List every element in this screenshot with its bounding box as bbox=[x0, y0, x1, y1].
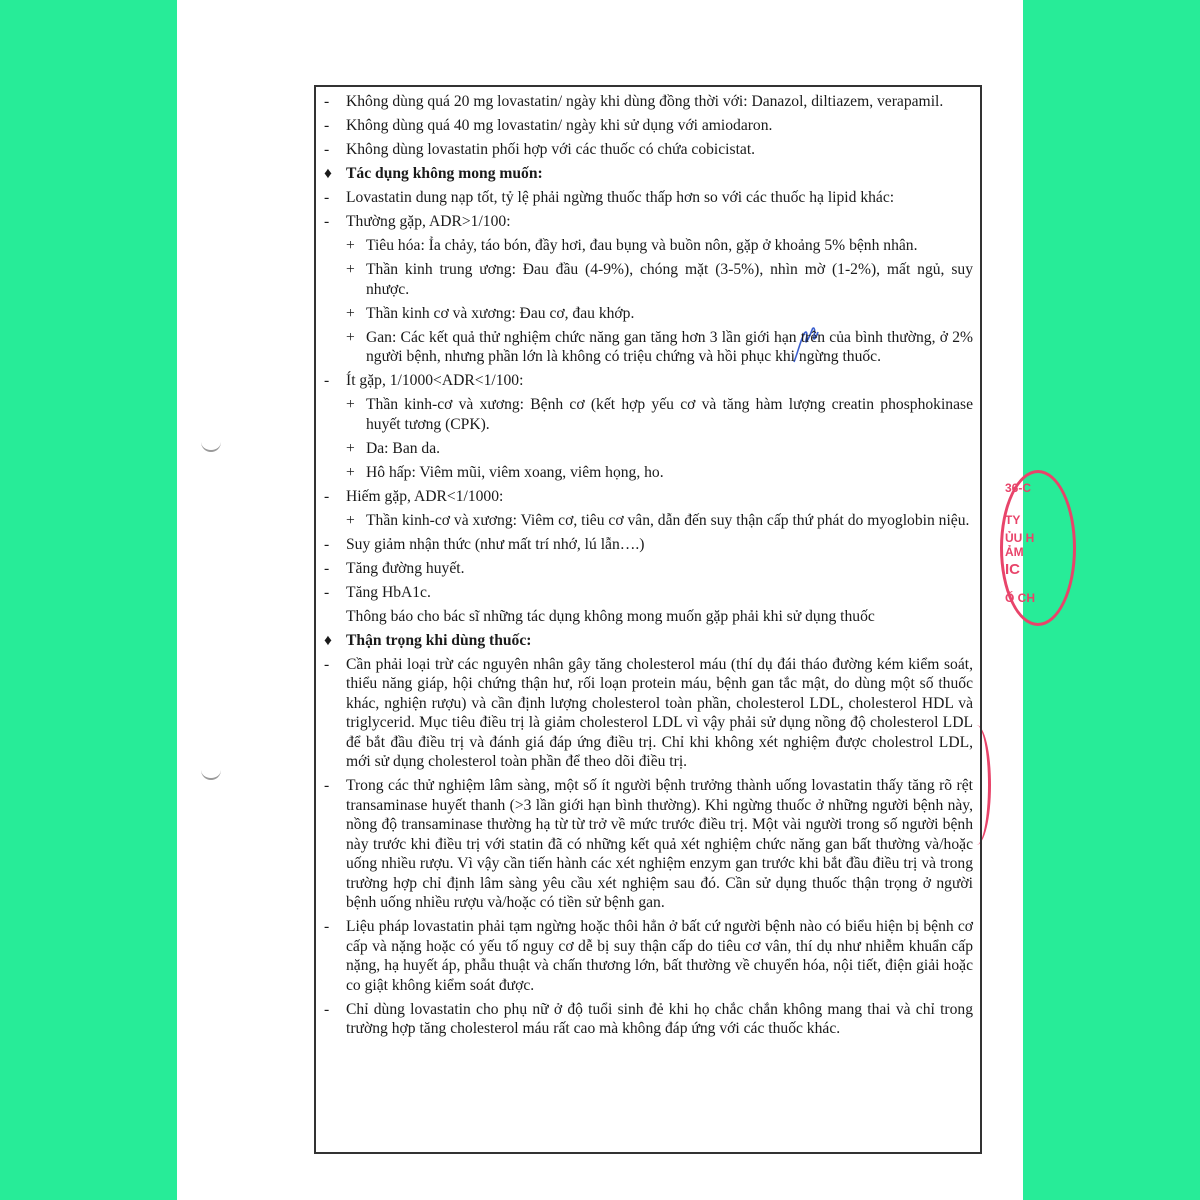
paragraph bbox=[324, 607, 973, 627]
list-item bbox=[324, 776, 973, 913]
dash-bullet-icon: - bbox=[324, 918, 330, 935]
item-text: Chỉ dùng lovastatin cho phụ nữ ở độ tuổi sinh đẻ khi họ chắc chắn không mang thai và chỉ trong trường hợp tăng cholesterol máu rất cao mà không đáp ứng với các thuốc khác. bbox=[346, 1000, 973, 1037]
item-text: Thần kinh-cơ và xương: Bệnh cơ (kết hợp yếu cơ và tăng hàm lượng creatin phosphokinase huyết tương (CPK). bbox=[366, 396, 973, 433]
list-item bbox=[324, 371, 973, 391]
list-item bbox=[324, 92, 973, 112]
list-item bbox=[324, 188, 973, 208]
dash-bullet-icon: - bbox=[324, 535, 330, 553]
sub-list-item bbox=[324, 463, 973, 483]
dash-bullet-icon: - bbox=[324, 213, 330, 230]
heading-text: Tác dụng không mong muốn: bbox=[346, 165, 543, 182]
item-text: Liệu pháp lovastatin phải tạm ngừng hoặc thôi hẳn ở bất cứ người bệnh nào có biểu hiện bị bệnh cơ cấp và nặng hoặc có yếu tố nguy cơ dễ bị suy thận cấp do tiêu cơ vân, thí dụ như nhiễm khuẩn cấp nặng, hạ huyết áp, phẫu thuật và chấn thương lớn, bất thường về chuyển hóa, nội tiết, điện giải hoặc co giật không kiểm soát được. bbox=[346, 918, 973, 994]
sub-list-item bbox=[324, 511, 973, 531]
dash-bullet-icon: - bbox=[324, 372, 330, 389]
punch-hole bbox=[201, 440, 221, 452]
dash-bullet-icon: - bbox=[324, 117, 330, 134]
sub-list-item bbox=[324, 260, 973, 299]
plus-bullet-icon: + bbox=[346, 237, 355, 254]
dash-bullet-icon: - bbox=[324, 655, 330, 673]
heading-text: Thận trọng khi dùng thuốc: bbox=[346, 631, 532, 649]
dash-bullet-icon: - bbox=[324, 93, 330, 110]
item-text: Không dùng lovastatin phối hợp với các thuốc có chứa cobicistat. bbox=[346, 141, 756, 158]
stamp-text: Ố CH bbox=[1005, 591, 1035, 605]
item-text: Gan: Các kết quả thử nghiệm chức năng gan tăng hơn 3 lần giới hạn trên của bình thường, ở 2% người bệnh, nhưng phần lớn là không có triệu chứng và hồi phục khi ngừng thuốc. bbox=[366, 328, 973, 365]
item-text: Thần kinh-cơ và xương: Viêm cơ, tiêu cơ vân, dẫn đến suy thận cấp thứ phát do myoglobin niệu. bbox=[366, 511, 970, 529]
dash-bullet-icon: - bbox=[324, 141, 330, 158]
stamp-text: ỦU H bbox=[1005, 531, 1035, 545]
dash-bullet-icon: - bbox=[324, 777, 330, 794]
item-text: Trong các thử nghiệm lâm sàng, một số ít người bệnh trưởng thành uống lovastatin thấy tăng rõ rệt transaminase huyết thanh (>3 lần giới hạn bình thường). Khi ngừng thuốc ở những người bệnh này, nồng độ transaminase thường hạ từ từ trở về mức trước điều trị. Một vài người trong số người bệnh này trước khi điều trị với statin đã có những kết quả xét nghiệm chức năng gan bất thường và/hoặc uống nhiều rượu. Vì vậy cần tiến hành các xét nghiệm enzym gan trước khi bắt đầu điều trị và trong trường hợp chỉ định lâm sàng yêu cầu xét nghiệm sau đó. Cần sử dụng thuốc thận trọng ở người bệnh uống nhiều rượu và/hoặc có tiền sử bệnh gan. bbox=[346, 777, 973, 911]
item-text: Thần kinh trung ương: Đau đầu (4-9%), chóng mặt (3-5%), nhìn mờ (1-2%), mất ngủ, suy nhược. bbox=[366, 261, 973, 298]
list-item bbox=[324, 559, 973, 579]
item-text: Ít gặp, 1/1000<ADR<1/100: bbox=[346, 372, 524, 389]
plus-bullet-icon: + bbox=[346, 511, 355, 529]
item-text: Không dùng quá 40 mg lovastatin/ ngày khi sử dụng với amiodaron. bbox=[346, 117, 773, 134]
dash-bullet-icon: - bbox=[324, 189, 330, 206]
item-text: Thường gặp, ADR>1/100: bbox=[346, 213, 511, 230]
sub-list-item bbox=[324, 395, 973, 434]
list-item bbox=[324, 655, 973, 772]
list-item bbox=[324, 917, 973, 995]
item-text: Thần kinh cơ và xương: Đau cơ, đau khớp. bbox=[366, 304, 635, 322]
item-text: Tăng HbA1c. bbox=[346, 583, 431, 601]
item-text: Tăng đường huyết. bbox=[346, 559, 465, 577]
plus-bullet-icon: + bbox=[346, 463, 355, 481]
stamp-text: TY bbox=[1005, 513, 1021, 527]
item-text: Lovastatin dung nạp tốt, tỷ lệ phải ngừng thuốc thấp hơn so với các thuốc hạ lipid khác: bbox=[346, 189, 895, 206]
sub-list-item bbox=[324, 304, 973, 324]
sub-list-item bbox=[324, 236, 973, 256]
plus-bullet-icon: + bbox=[346, 328, 355, 346]
dash-bullet-icon: - bbox=[324, 1000, 330, 1018]
diamond-bullet-icon: ♦ bbox=[324, 165, 332, 182]
list-item bbox=[324, 116, 973, 136]
item-text: Suy giảm nhận thức (như mất trí nhớ, lú lẫn….) bbox=[346, 535, 645, 553]
diamond-bullet-icon: ♦ bbox=[324, 631, 332, 649]
item-text: Cần phải loại trừ các nguyên nhân gây tăng cholesterol máu (thí dụ đái tháo đường kém kiểm soát, thiểu năng giáp, hội chứng thận hư, rối loạn protein máu, bệnh gan tắc mật, do dùng một số thuốc khác, nghiện rượu) và cần định lượng cholesterol toàn phần, cholesterol LDL, cholesterol HDL và triglycerid. Mục tiêu điều trị là giảm cholesterol LDL vì vậy phải sử dụng nồng độ cholesterol LDL để bắt đầu điều trị và đánh giá đáp ứng điều trị. Chỉ khi không xét nghiệm được cholestrol LDL, mới sử dụng cholesterol toàn phần để theo dõi điều trị. bbox=[346, 655, 973, 770]
plus-bullet-icon: + bbox=[346, 261, 355, 278]
list-item bbox=[324, 212, 973, 232]
punch-hole bbox=[201, 768, 221, 780]
section-heading bbox=[324, 164, 973, 184]
list-item bbox=[324, 535, 973, 555]
item-text: Tiêu hóa: Ỉa chảy, táo bón, đầy hơi, đau bụng và buồn nôn, gặp ở khoảng 5% bệnh nhân. bbox=[366, 237, 918, 254]
stamp-text: IC bbox=[1005, 561, 1020, 578]
stamp-text: ẢM bbox=[1005, 545, 1024, 559]
dash-bullet-icon: - bbox=[324, 487, 330, 505]
item-text: Hiếm gặp, ADR<1/1000: bbox=[346, 487, 504, 505]
dash-bullet-icon: - bbox=[324, 559, 330, 577]
item-text: Không dùng quá 20 mg lovastatin/ ngày khi dùng đồng thời với: Danazol, diltiazem, verapamil. bbox=[346, 93, 944, 110]
plus-bullet-icon: + bbox=[346, 396, 355, 413]
red-stamp-seal bbox=[1000, 470, 1076, 626]
item-text: Thông báo cho bác sĩ những tác dụng không mong muốn gặp phải khi sử dụng thuốc bbox=[346, 607, 875, 625]
sub-list-item bbox=[324, 439, 973, 459]
section-heading bbox=[324, 631, 973, 651]
sub-list-item bbox=[324, 328, 973, 367]
list-item bbox=[324, 583, 973, 603]
dash-bullet-icon: - bbox=[324, 583, 330, 601]
list-item bbox=[324, 1000, 973, 1039]
item-text: Da: Ban da. bbox=[366, 439, 441, 457]
plus-bullet-icon: + bbox=[346, 439, 355, 457]
list-item bbox=[324, 487, 973, 507]
stamp-text: 36-C bbox=[1005, 481, 1032, 495]
list-item bbox=[324, 140, 973, 160]
item-text: Hô hấp: Viêm mũi, viêm xoang, viêm họng, ho. bbox=[366, 463, 664, 481]
plus-bullet-icon: + bbox=[346, 304, 355, 322]
content-box bbox=[314, 85, 982, 1154]
